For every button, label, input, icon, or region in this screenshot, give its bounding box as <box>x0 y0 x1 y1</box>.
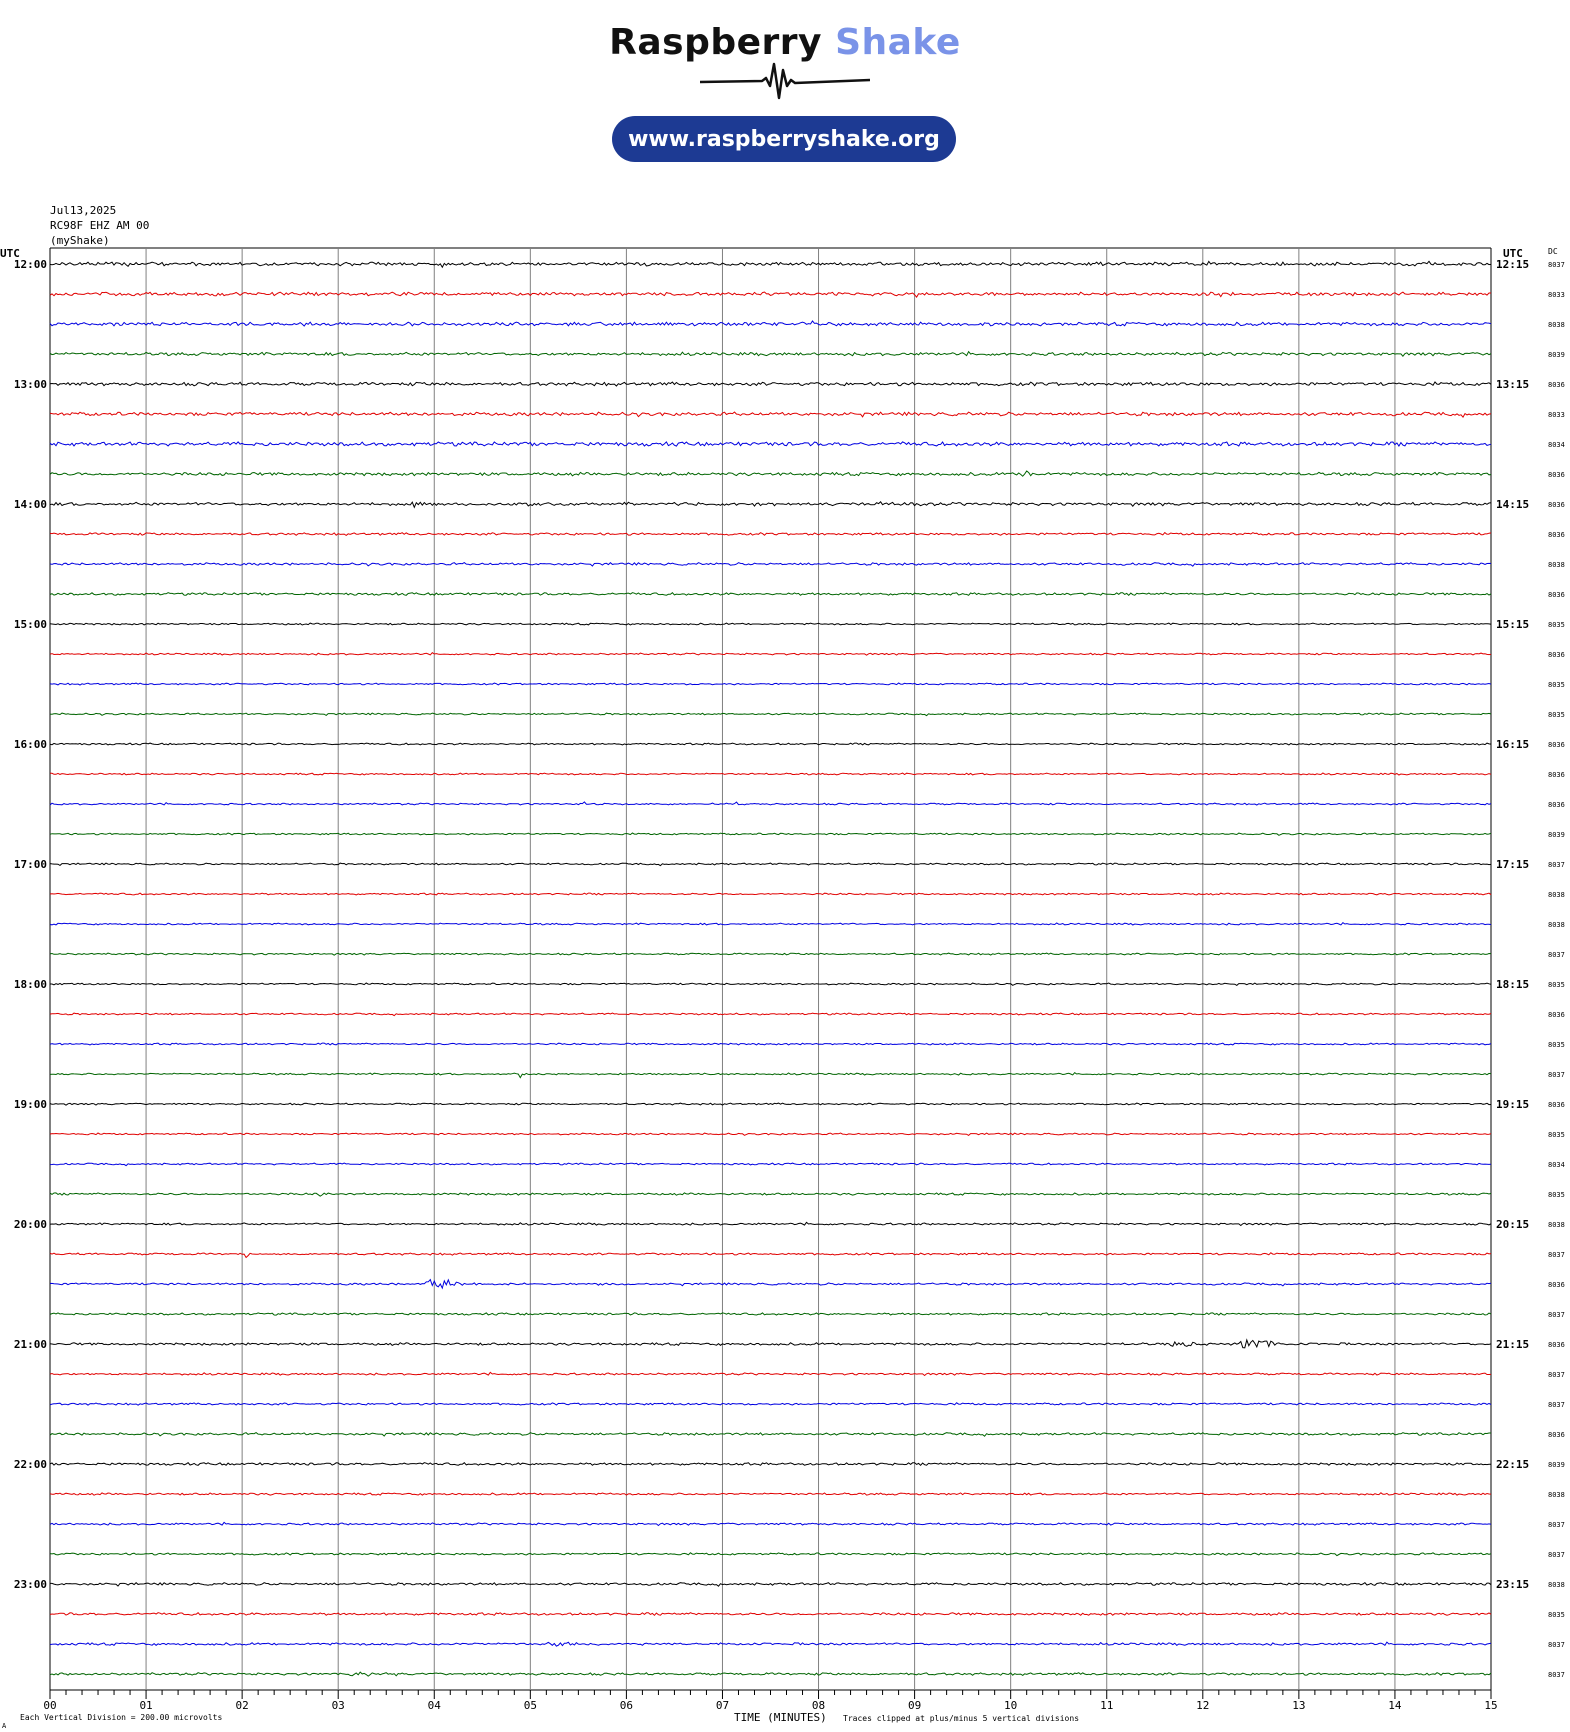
seismic-trace-line <box>50 953 1491 955</box>
seismic-trace-line <box>50 1253 1491 1258</box>
left-utc-label: UTC <box>0 247 20 260</box>
seismic-trace-line <box>50 773 1491 775</box>
dc-offset-label: 8033 <box>1548 291 1565 299</box>
seismic-trace-line <box>50 1522 1491 1525</box>
dc-offset-label: 8036 <box>1548 801 1565 809</box>
left-hour-label: 13:00 <box>13 378 47 391</box>
seismic-trace-line <box>50 833 1491 835</box>
seismic-trace-line <box>50 743 1491 745</box>
seismic-trace-line <box>50 261 1491 267</box>
x-tick-label: 10 <box>1004 1699 1018 1712</box>
x-tick-label: 15 <box>1484 1699 1498 1712</box>
dc-offset-label: 8037 <box>1548 1521 1565 1529</box>
seismic-trace-line <box>50 1613 1491 1616</box>
seismic-trace-line <box>50 352 1491 357</box>
dc-offset-label: 8037 <box>1548 1311 1565 1319</box>
website-link[interactable]: www.raspberryshake.org <box>612 116 956 162</box>
seismic-trace-line <box>50 1672 1491 1676</box>
x-tick-label: 05 <box>523 1699 537 1712</box>
dc-offset-label: 8036 <box>1548 651 1565 659</box>
seismic-trace-line <box>50 1222 1491 1225</box>
x-tick-label: 09 <box>907 1699 922 1712</box>
left-hour-label: 17:00 <box>13 858 47 871</box>
right-hour-label: 17:15 <box>1496 858 1530 871</box>
left-hour-label: 23:00 <box>13 1578 47 1591</box>
x-tick-label: 12 <box>1196 1699 1210 1712</box>
dc-offset-label: 8037 <box>1548 861 1565 869</box>
seismic-trace-line <box>50 382 1491 386</box>
brand-name-part1: Raspberry <box>609 22 823 63</box>
dc-offset-label: 8037 <box>1548 1071 1565 1079</box>
dc-offset-label: 8037 <box>1548 261 1565 269</box>
seismic-trace-line <box>50 1073 1491 1078</box>
dc-offset-label: 8035 <box>1548 621 1565 629</box>
x-tick-label: 13 <box>1292 1699 1306 1712</box>
seismic-trace-line <box>50 593 1491 596</box>
network-name: (myShake) <box>50 234 110 247</box>
right-hour-label: 14:15 <box>1496 498 1530 511</box>
left-hour-label: 14:00 <box>13 498 47 511</box>
seismic-trace-line <box>50 683 1491 685</box>
dc-offset-label: 8034 <box>1548 1161 1565 1169</box>
dc-offset-label: 8035 <box>1548 1131 1565 1139</box>
right-utc-label: UTC <box>1503 247 1523 260</box>
dc-offset-label: 8037 <box>1548 951 1565 959</box>
dc-offset-label: 8037 <box>1548 1641 1565 1649</box>
right-hour-label: 20:15 <box>1496 1218 1530 1231</box>
dc-offset-label: 8036 <box>1548 1341 1565 1349</box>
dc-offset-label: 8038 <box>1548 321 1565 329</box>
dc-offset-label: 8038 <box>1548 921 1565 929</box>
x-tick-label: 07 <box>715 1699 730 1712</box>
seismic-trace-line <box>50 1642 1491 1646</box>
dc-offset-label: 8036 <box>1548 1431 1565 1439</box>
seismic-trace-line <box>50 1372 1491 1375</box>
right-hour-label: 22:15 <box>1496 1458 1530 1471</box>
dc-offset-label: 8035 <box>1548 681 1565 689</box>
seismic-trace-line <box>50 502 1491 508</box>
seismic-trace-line <box>50 1583 1491 1587</box>
left-hour-label: 18:00 <box>13 978 47 991</box>
seismic-trace-line <box>50 1553 1491 1556</box>
dc-offset-label: 8038 <box>1548 1491 1565 1499</box>
dc-header-label: DC <box>1548 247 1558 256</box>
right-hour-label: 16:15 <box>1496 738 1530 751</box>
seismic-trace-line <box>50 321 1491 326</box>
x-tick-label: 02 <box>235 1699 249 1712</box>
dc-offset-label: 8039 <box>1548 831 1565 839</box>
dc-offset-label: 8034 <box>1548 441 1565 449</box>
dc-offset-label: 8036 <box>1548 771 1565 779</box>
right-hour-label: 15:15 <box>1496 618 1530 631</box>
dc-offset-label: 8033 <box>1548 411 1565 419</box>
dc-offset-label: 8035 <box>1548 1611 1565 1619</box>
left-hour-label: 19:00 <box>13 1098 47 1111</box>
x-tick-label: 03 <box>331 1699 345 1712</box>
x-tick-label: 08 <box>811 1699 826 1712</box>
seismic-trace-line <box>50 1403 1491 1405</box>
dc-offset-label: 8038 <box>1548 891 1565 899</box>
dc-offset-label: 8036 <box>1548 381 1565 389</box>
grid-layer <box>50 248 1491 1699</box>
trace-layer <box>50 261 1491 1676</box>
seismic-trace-line <box>50 1463 1491 1466</box>
seismic-trace-line <box>50 533 1491 536</box>
seismic-trace-line <box>50 563 1491 567</box>
dc-offset-label: 8036 <box>1548 471 1565 479</box>
seismic-trace-line <box>50 623 1491 625</box>
station-code: RC98F EHZ AM 00 <box>50 219 150 232</box>
seismic-trace-line <box>50 1280 1491 1289</box>
dc-offset-label: 8037 <box>1548 1401 1565 1409</box>
seismic-trace-line <box>50 653 1491 656</box>
plot-date: Jul13,2025 <box>50 204 117 217</box>
seismic-trace-line <box>50 983 1491 985</box>
seismic-trace-line <box>50 1193 1491 1196</box>
seismic-trace-line <box>50 863 1491 866</box>
x-tick-label: 04 <box>427 1699 441 1712</box>
dc-offset-label: 8038 <box>1548 1581 1565 1589</box>
x-tick-label: 11 <box>1100 1699 1114 1712</box>
dc-offset-label: 8036 <box>1548 1011 1565 1019</box>
dc-offset-label: 8035 <box>1548 981 1565 989</box>
seismic-trace-line <box>50 1013 1491 1016</box>
dc-offset-label: 8036 <box>1548 591 1565 599</box>
right-hour-label: 12:15 <box>1496 258 1530 271</box>
seismic-trace-line <box>50 1133 1491 1135</box>
dc-offset-label: 8036 <box>1548 741 1565 749</box>
seismic-trace-line <box>50 1493 1491 1495</box>
right-hour-label: 18:15 <box>1496 978 1530 991</box>
seismic-trace-line <box>50 1433 1491 1437</box>
x-tick-label: 14 <box>1388 1699 1402 1712</box>
dc-offset-label: 8035 <box>1548 1191 1565 1199</box>
seismic-trace-line <box>50 442 1491 446</box>
seismic-trace-line <box>50 412 1491 417</box>
seismic-trace-line <box>50 802 1491 805</box>
dc-offset-label: 8037 <box>1548 1671 1565 1679</box>
brand-name-part2: Shake <box>835 22 961 63</box>
x-axis-label: TIME (MINUTES) <box>734 1711 827 1724</box>
dc-offset-label: 8037 <box>1548 1251 1565 1259</box>
dc-offset-label: 8037 <box>1548 1551 1565 1559</box>
dc-offset-label: 8038 <box>1548 561 1565 569</box>
left-hour-label: 12:00 <box>13 258 47 271</box>
seismic-trace-line <box>50 923 1491 925</box>
x-tick-label: 06 <box>619 1699 634 1712</box>
dc-offset-label: 8038 <box>1548 1221 1565 1229</box>
dc-offset-label: 8039 <box>1548 1461 1565 1469</box>
dc-offset-label: 8036 <box>1548 531 1565 539</box>
left-hour-label: 22:00 <box>13 1458 47 1471</box>
dc-offset-label: 8036 <box>1548 1281 1565 1289</box>
right-hour-label: 21:15 <box>1496 1338 1530 1351</box>
dc-offset-label: 8039 <box>1548 351 1565 359</box>
x-tick-label: 01 <box>139 1699 153 1712</box>
dc-offset-label: 8036 <box>1548 501 1565 509</box>
left-hour-label: 16:00 <box>13 738 47 751</box>
seismic-trace-line <box>50 713 1491 716</box>
right-hour-label: 23:15 <box>1496 1578 1530 1591</box>
seismic-trace-line <box>50 292 1491 297</box>
right-hour-label: 19:15 <box>1496 1098 1530 1111</box>
dc-offset-label: 8037 <box>1548 1371 1565 1379</box>
dc-offset-label: 8035 <box>1548 1041 1565 1049</box>
left-hour-label: 20:00 <box>13 1218 47 1231</box>
seismic-trace-line <box>50 471 1491 476</box>
seismic-trace-line <box>50 893 1491 895</box>
seismic-trace-line <box>50 1163 1491 1166</box>
right-hour-label: 13:15 <box>1496 378 1530 391</box>
scale-note: Each Vertical Division = 200.00 microvolts <box>20 1713 223 1722</box>
x-tick-label: 00 <box>43 1699 57 1712</box>
dc-offset-label: 8035 <box>1548 711 1565 719</box>
seismic-trace-line <box>50 1313 1491 1315</box>
left-hour-label: 15:00 <box>13 618 47 631</box>
seismic-trace-line <box>50 1043 1491 1045</box>
corner-mark: A <box>2 1722 7 1730</box>
dc-offset-label: 8036 <box>1548 1101 1565 1109</box>
seismic-trace-line <box>50 1340 1491 1348</box>
left-hour-label: 21:00 <box>13 1338 47 1351</box>
clip-note: Traces clipped at plus/minus 5 vertical divisions <box>843 1714 1080 1723</box>
seismic-trace-line <box>50 1103 1491 1105</box>
